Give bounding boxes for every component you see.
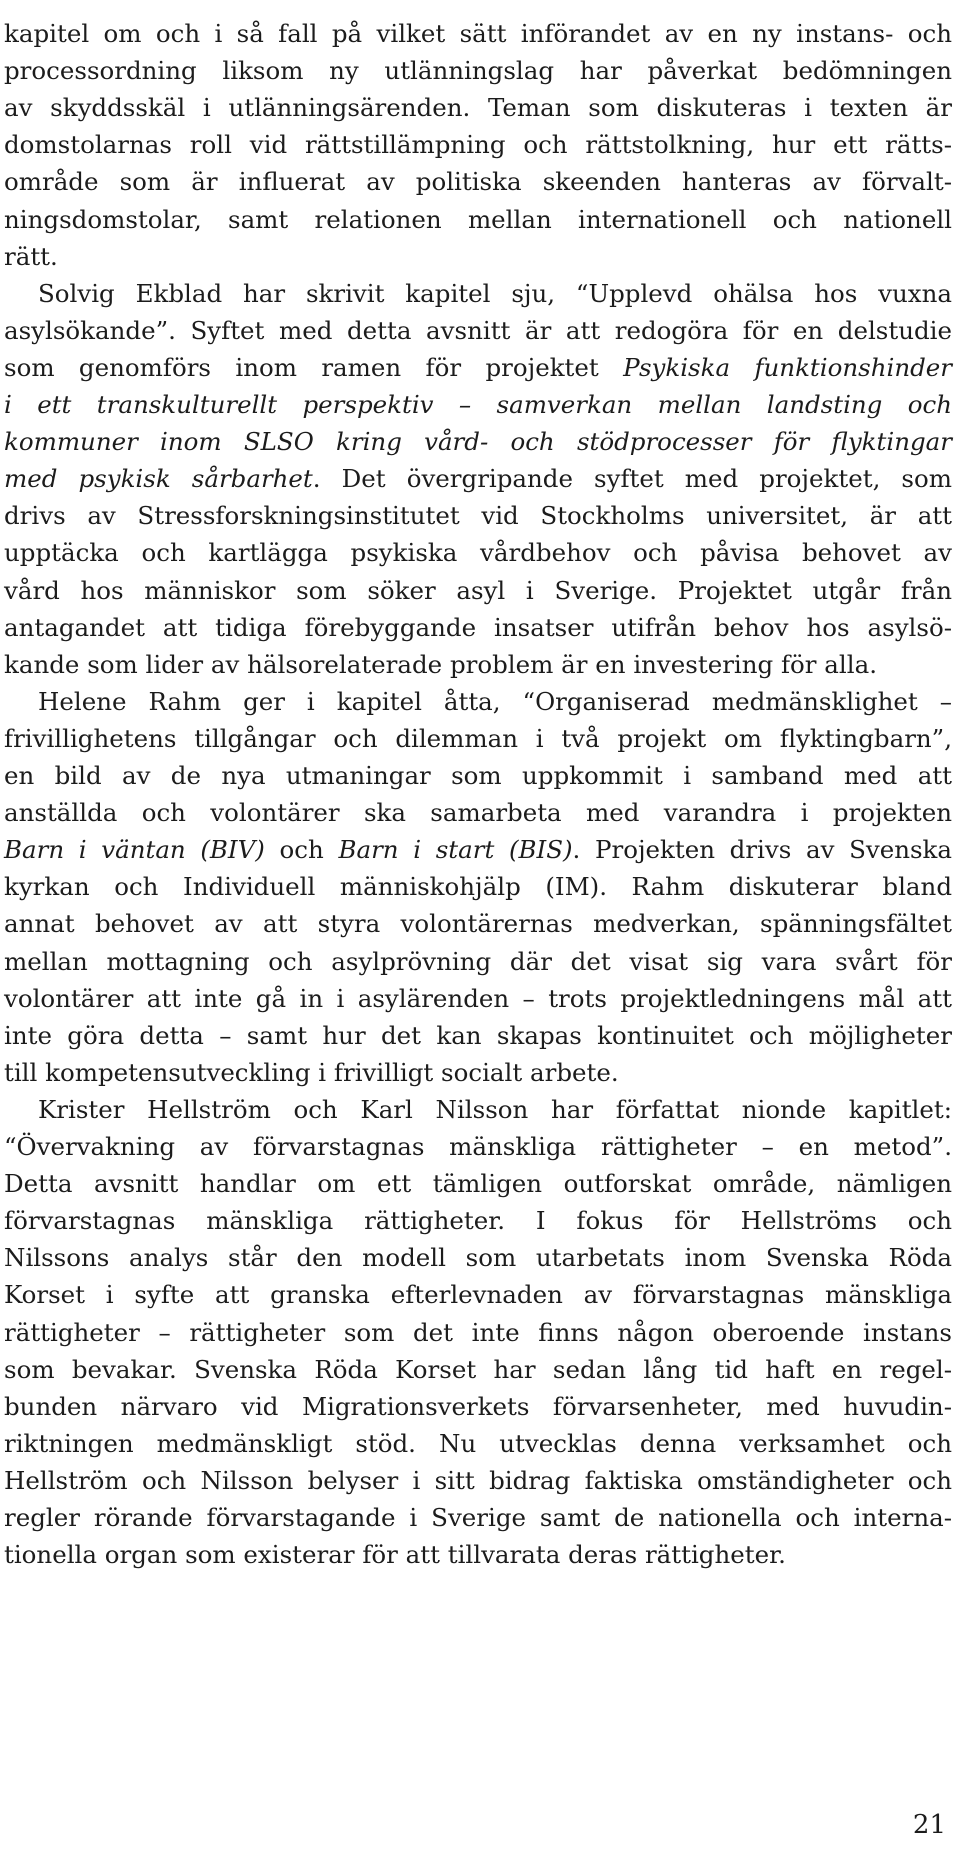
text-line bbox=[4, 608, 952, 648]
italic-text: Barn i väntan (BIV) bbox=[4, 835, 265, 865]
text-line bbox=[4, 979, 952, 1019]
text-line bbox=[4, 1313, 952, 1353]
text-segment: mellan mottagning och asylprövning där det visat sig vara svårt för bbox=[4, 946, 952, 976]
text-segment: rättigheter – rättigheter som det inte finns någon oberoende instans bbox=[4, 1317, 952, 1347]
text-line bbox=[4, 385, 952, 425]
text-line bbox=[4, 1387, 952, 1427]
text-line bbox=[4, 1275, 952, 1315]
text-segment: annat behovet av att styra volontärernas medverkan, spänningsfältet bbox=[4, 909, 952, 939]
text-segment: tionella organ som existerar för att tillvarata deras rättigheter. bbox=[4, 1540, 786, 1570]
text-line bbox=[4, 719, 952, 759]
text-line bbox=[4, 237, 952, 277]
text-line bbox=[4, 1053, 952, 1093]
page-number: 21 bbox=[912, 1810, 946, 1840]
italic-text: kommuner inom SLSO kring vård- och stödprocesser för flyktingar bbox=[4, 427, 952, 457]
text-line bbox=[4, 422, 952, 462]
text-line bbox=[4, 756, 952, 796]
text-line bbox=[4, 1498, 952, 1538]
italic-text: med psykisk sårbarhet bbox=[4, 464, 313, 494]
text-segment: Solvig Ekblad har skrivit kapitel sju, “Upplevd ohälsa hos vuxna bbox=[38, 278, 952, 308]
text-segment: och bbox=[264, 835, 339, 865]
text-line bbox=[4, 1127, 952, 1167]
text-line bbox=[4, 571, 952, 611]
text-line bbox=[4, 1238, 952, 1278]
text-segment: drivs av Stressforskningsinstitutet vid Stockholms universitet, är att bbox=[4, 501, 952, 531]
text-segment: . Projekten drivs av Svenska bbox=[572, 835, 953, 865]
text-segment: upptäcka och kartlägga psykiska vårdbehov och påvisa behovet av bbox=[4, 538, 952, 568]
text-line bbox=[4, 1350, 952, 1390]
text-line bbox=[4, 14, 952, 54]
text-segment: Helene Rahm ger i kapitel åtta, “Organiserad medmänsklighet – bbox=[38, 686, 952, 716]
text-line bbox=[4, 459, 952, 499]
italic-text: Psykiska funktionshinder bbox=[623, 352, 952, 382]
italic-text: i ett transkulturellt perspektiv – samverkan mellan landsting och bbox=[4, 390, 952, 419]
text-segment: regler rörande förvarstagande i Sverige samt de nationella och interna- bbox=[4, 1503, 952, 1532]
text-segment: en bild av de nya utmaningar som uppkommit i samband med att bbox=[4, 761, 952, 790]
text-line bbox=[4, 904, 952, 944]
text-line bbox=[4, 533, 952, 573]
text-segment: “Övervakning av förvarstagnas mänskliga rättigheter – en metod”. bbox=[4, 1132, 952, 1161]
text-line bbox=[4, 88, 952, 128]
text-segment: volontärer att inte gå in i asylärenden – trots projektledningens mål att bbox=[4, 983, 952, 1013]
text-segment: kapitel om och i så fall på vilket sätt införandet av en ny instans- och bbox=[4, 19, 952, 48]
text-line bbox=[4, 274, 952, 314]
text-line bbox=[4, 1535, 952, 1575]
text-segment: som genomförs inom ramen för projektet bbox=[4, 352, 624, 382]
text-segment: Detta avsnitt handlar om ett tämligen outforskat område, nämligen bbox=[4, 1169, 952, 1199]
text-line bbox=[4, 125, 952, 165]
italic-text: Barn i start (BIS) bbox=[338, 835, 573, 865]
text-line bbox=[4, 645, 952, 685]
text-segment: riktningen medmänskligt stöd. Nu utvecklas denna verksamhet och bbox=[4, 1428, 952, 1458]
text-segment: Korset i syfte att granska efterlevnaden av förvarstagnas mänskliga bbox=[4, 1280, 952, 1310]
text-segment: inte göra detta – samt hur det kan skapas kontinuitet och möjligheter bbox=[4, 1020, 952, 1050]
text-segment: . Det övergripande syftet med projektet, som bbox=[312, 464, 952, 494]
text-segment: antagandet att tidiga förebyggande insatser utifrån behov hos asylsö- bbox=[4, 612, 952, 642]
text-segment: kande som lider av hälsorelaterade problem är en investering för alla. bbox=[4, 649, 877, 679]
text-segment: Krister Hellström och Karl Nilsson har författat nionde kapitlet: bbox=[38, 1094, 952, 1124]
text-line bbox=[4, 942, 952, 982]
text-segment: av skyddsskäl i utlänningsärenden. Teman som diskuteras i texten är bbox=[4, 93, 952, 123]
text-segment: vård hos människor som söker asyl i Sverige. Projektet utgår från bbox=[4, 575, 952, 605]
text-line bbox=[4, 1461, 952, 1501]
text-line bbox=[4, 1164, 952, 1204]
text-segment: till kompetensutveckling i frivilligt socialt arbete. bbox=[4, 1057, 619, 1087]
text-line bbox=[4, 51, 952, 91]
text-segment: anställda och volontärer ska samarbeta med varandra i projekten bbox=[4, 798, 952, 828]
text-line bbox=[4, 162, 952, 202]
text-segment: förvarstagnas mänskliga rättigheter. I fokus för Hellströms och bbox=[4, 1206, 952, 1236]
text-line bbox=[4, 1090, 952, 1130]
text-segment: som bevakar. Svenska Röda Korset har sedan lång tid haft en regel- bbox=[4, 1354, 952, 1384]
text-line bbox=[4, 793, 952, 833]
text-segment: kyrkan och Individuell människohjälp (IM). Rahm diskuterar bland bbox=[4, 872, 952, 902]
text-segment: rätt. bbox=[4, 241, 58, 271]
text-segment: Hellström och Nilsson belyser i sitt bidrag faktiska omständigheter och bbox=[4, 1465, 952, 1495]
text-segment: asylsökande”. Syftet med detta avsnitt är att redogöra för en delstudie bbox=[4, 315, 952, 345]
text-line bbox=[4, 867, 952, 907]
text-line bbox=[4, 348, 952, 388]
text-segment: Nilssons analys står den modell som utarbetats inom Svenska Röda bbox=[4, 1243, 952, 1273]
text-segment: frivillighetens tillgångar och dilemman i två projekt om flyktingbarn”, bbox=[4, 723, 952, 753]
text-line bbox=[4, 1424, 952, 1464]
text-segment: område som är influerat av politiska skeenden hanteras av förvalt- bbox=[4, 167, 952, 197]
text-segment: ningsdomstolar, samt relationen mellan internationell och nationell bbox=[4, 204, 952, 234]
text-line bbox=[4, 1016, 952, 1056]
text-segment: processordning liksom ny utlänningslag har påverkat bedömningen bbox=[4, 56, 952, 86]
text-line bbox=[4, 311, 952, 351]
text-line bbox=[4, 1201, 952, 1241]
text-line bbox=[4, 496, 952, 536]
text-segment: domstolarnas roll vid rättstillämpning och rättstolkning, hur ett rätts- bbox=[4, 130, 952, 160]
text-line bbox=[4, 830, 952, 870]
text-line bbox=[4, 682, 952, 722]
text-segment: bunden närvaro vid Migrationsverkets förvarsenheter, med huvudin- bbox=[4, 1391, 952, 1421]
text-line bbox=[4, 200, 952, 240]
